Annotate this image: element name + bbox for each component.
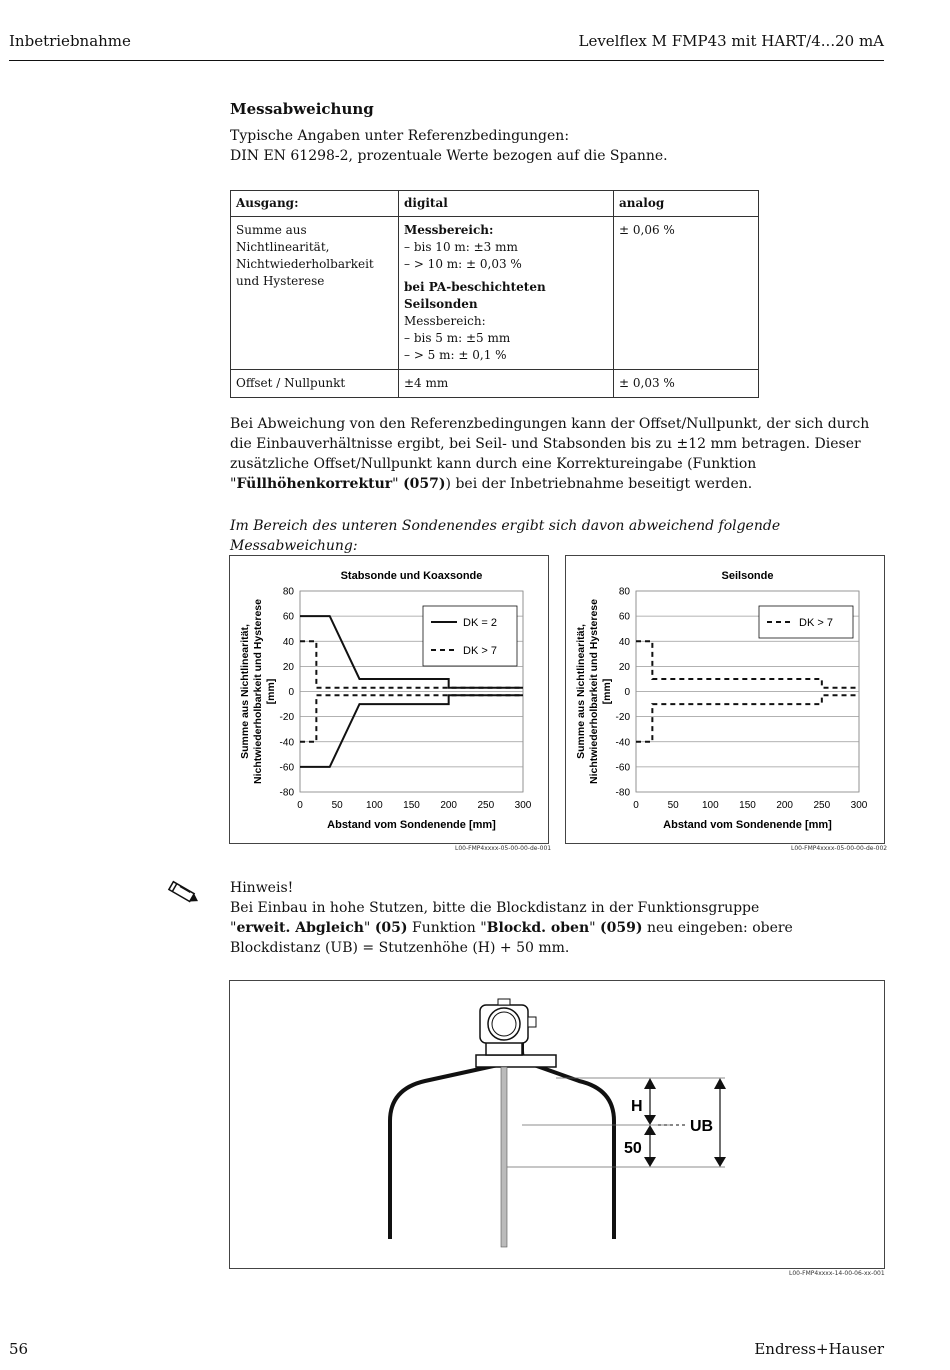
x-tick-label: 300: [514, 800, 532, 811]
probe-rod: [501, 1067, 507, 1247]
table-header-analog: analog: [614, 191, 759, 217]
digital-line-1: – bis 10 m: ±3 mm: [404, 240, 518, 254]
x-tick-label: 300: [850, 800, 868, 811]
y-tick-label: -80: [279, 787, 294, 799]
y-tick-label: 0: [624, 687, 630, 698]
hint-bold-group: erweit. Abgleich: [236, 920, 364, 936]
nozzle-diagram-svg: [230, 981, 884, 1268]
chart-1-caption: L00-FMP4xxxx-05-00-00-de-001: [455, 845, 552, 852]
hint-quote: ": [230, 920, 237, 936]
hint-block: [230, 878, 885, 958]
table-row: [231, 370, 759, 398]
y-axis-label-line: [mm]: [601, 678, 613, 705]
hint-bold-group-code: (05): [374, 920, 408, 936]
y-axis-label-line: Nichtwiederholbarkeit und Hysterese: [588, 599, 600, 784]
table-cell-analog: ± 0,06 %: [614, 217, 759, 370]
legend-label: DK = 2: [463, 617, 497, 629]
paragraph-bold-1: Füllhöhenkorrektur: [236, 476, 393, 492]
x-tick-label: 150: [739, 800, 756, 811]
housing-top: [498, 999, 510, 1005]
header-right: Levelflex M FMP43 mit HART/4...20 mA: [578, 32, 884, 50]
hint-bold-function: Blockd. oben: [486, 920, 590, 936]
x-tick-label: 200: [776, 800, 794, 811]
x-tick-label: 0: [297, 800, 303, 811]
pa-line-1: – bis 5 m: ±5 mm: [404, 331, 511, 345]
paragraph-part-1: Bei Abweichung von den Referenzbedingungen kann der Offset/Nullpunkt, der sich durch die Einbauverhältnisse ergibt, bei Seil- und Stabsonden bis zu ±12 mm betragen. Dieser zusätzliche Offset/Nullpunkt kann durch eine Korrektureingabe (Funktion ": [230, 416, 870, 492]
offset-paragraph-block: [230, 414, 885, 556]
fifty-arrow-top: [644, 1125, 656, 1135]
footer-brand: Endress+Hauser: [754, 1340, 884, 1358]
pa-title: bei PA-beschichteten Seilsonden: [404, 280, 546, 311]
hint-line-1: Bei Einbau in hohe Stutzen, bitte die Blockdistanz in der Funktionsgruppe: [230, 900, 760, 916]
hint-line-2: [230, 918, 885, 958]
chart-2-caption: L00-FMP4xxxx-05-00-00-de-002: [791, 845, 888, 852]
flange: [476, 1055, 556, 1067]
housing-cover: [488, 1008, 520, 1040]
y-axis-label: [239, 599, 277, 784]
digital-line-2: – > 10 m: ± 0,03 %: [404, 257, 522, 271]
y-tick-label: -40: [615, 737, 630, 749]
page-number: 56: [9, 1340, 29, 1358]
hint-bold-function-code: (059): [600, 920, 643, 936]
table-header-row: [231, 191, 759, 217]
x-tick-label: 250: [813, 800, 831, 811]
paragraph-bold-2: (057): [403, 476, 446, 492]
label-ub: UB: [690, 1118, 714, 1135]
section-title: Messabweichung: [230, 100, 374, 118]
table-cell-analog: ± 0,03 %: [614, 370, 759, 398]
table-header-output: Ausgang:: [231, 191, 399, 217]
y-tick-label: 20: [282, 661, 294, 673]
chart-title: Seilsonde: [721, 570, 774, 582]
section-intro: [230, 100, 885, 166]
table-row: [231, 217, 759, 370]
legend-box: [423, 606, 517, 666]
y-tick-label: -60: [615, 762, 630, 774]
y-tick-label: -20: [279, 712, 294, 724]
table-cell-digital: ±4 mm: [399, 370, 614, 398]
y-axis-label-line: Summe aus Nichtlinearität,: [575, 624, 587, 759]
legend-label: DK > 7: [799, 617, 833, 629]
pa-line-2: – > 5 m: ± 0,1 %: [404, 348, 507, 362]
pa-sub: Messbereich:: [404, 314, 486, 328]
x-tick-label: 50: [331, 800, 343, 811]
y-tick-label: -40: [279, 737, 294, 749]
y-tick-label: -20: [615, 712, 630, 724]
table-header-digital: digital: [399, 191, 614, 217]
intro-line-2: DIN EN 61298-2, prozentuale Werte bezogen auf die Spanne.: [230, 148, 668, 164]
chart-rope-svg: [566, 556, 884, 843]
digital-title: Messbereich:: [404, 223, 494, 237]
y-axis-label-line: [mm]: [265, 678, 277, 705]
label-h: H: [631, 1098, 643, 1115]
y-axis-label-line: Nichtwiederholbarkeit und Hysterese: [252, 599, 264, 784]
chart-title: Stabsonde und Koaxsonde: [340, 570, 483, 582]
y-tick-label: 40: [282, 636, 294, 648]
ub-arrow-bottom: [714, 1157, 726, 1167]
pencil-icon: [163, 880, 203, 910]
x-tick-label: 50: [667, 800, 679, 811]
x-tick-label: 100: [365, 800, 383, 811]
table-cell-label: Offset / Nullpunkt: [231, 370, 399, 398]
cable-gland: [528, 1017, 536, 1027]
legend-label: DK > 7: [463, 645, 497, 657]
y-tick-label: 80: [618, 586, 630, 598]
y-tick-label: 60: [618, 611, 630, 623]
table-cell-label: Summe aus Nichtlinearität, Nichtwiederholbarkeit und Hysterese: [231, 217, 399, 370]
x-tick-label: 0: [633, 800, 639, 811]
x-tick-label: 200: [440, 800, 458, 811]
accuracy-table: [230, 190, 759, 398]
y-tick-label: 20: [618, 661, 630, 673]
ub-arrow-top: [714, 1078, 726, 1089]
hint-quote: ": [363, 920, 375, 936]
hint-text: Funktion ": [407, 920, 487, 936]
chart-rod-coax: [229, 555, 549, 844]
header-rule: [9, 60, 884, 61]
h-arrow-bottom: [644, 1115, 656, 1125]
y-tick-label: 60: [282, 611, 294, 623]
intro-line-1: Typische Angaben unter Referenzbedingungen:: [230, 128, 570, 144]
y-tick-label: 0: [288, 687, 294, 698]
hint-quote: ": [589, 920, 601, 936]
y-tick-label: -80: [615, 787, 630, 799]
header-left: Inbetriebnahme: [9, 32, 131, 50]
x-axis-label: Abstand vom Sondenende [mm]: [663, 819, 832, 831]
hint-title: Hinweis!: [230, 880, 294, 896]
nozzle-diagram: [229, 980, 885, 1269]
y-tick-label: 40: [618, 636, 630, 648]
tank-right-wall: [522, 1021, 614, 1239]
y-axis-label-line: Summe aus Nichtlinearität,: [239, 624, 251, 759]
paragraph-part-2: ": [392, 476, 404, 492]
chart-rod-coax-svg: [230, 556, 548, 843]
hint-text: neu eingeben: obere Blockdistanz (UB) = Stutzenhöhe (H) + 50 mm.: [230, 920, 793, 956]
table-cell-digital: [399, 217, 614, 370]
italic-note: Im Bereich des unteren Sondenendes ergibt sich davon abweichend folgende Messabweichung:: [230, 518, 781, 554]
y-tick-label: -60: [279, 762, 294, 774]
diagram-caption: L00-FMP4xxxx-14-00-06-xx-001: [789, 1270, 885, 1277]
chart-rope: [565, 555, 885, 844]
x-tick-label: 150: [403, 800, 420, 811]
y-axis-label: [575, 599, 613, 784]
x-axis-label: Abstand vom Sondenende [mm]: [327, 819, 496, 831]
x-tick-label: 250: [477, 800, 495, 811]
label-50: 50: [624, 1140, 642, 1157]
paragraph-part-3: ) bei der Inbetriebnahme beseitigt werden.: [445, 476, 753, 492]
fifty-arrow-bottom: [644, 1157, 656, 1167]
x-tick-label: 100: [701, 800, 719, 811]
y-tick-label: 80: [282, 586, 294, 598]
h-arrow-top: [644, 1078, 656, 1089]
offset-paragraph: [230, 414, 885, 494]
